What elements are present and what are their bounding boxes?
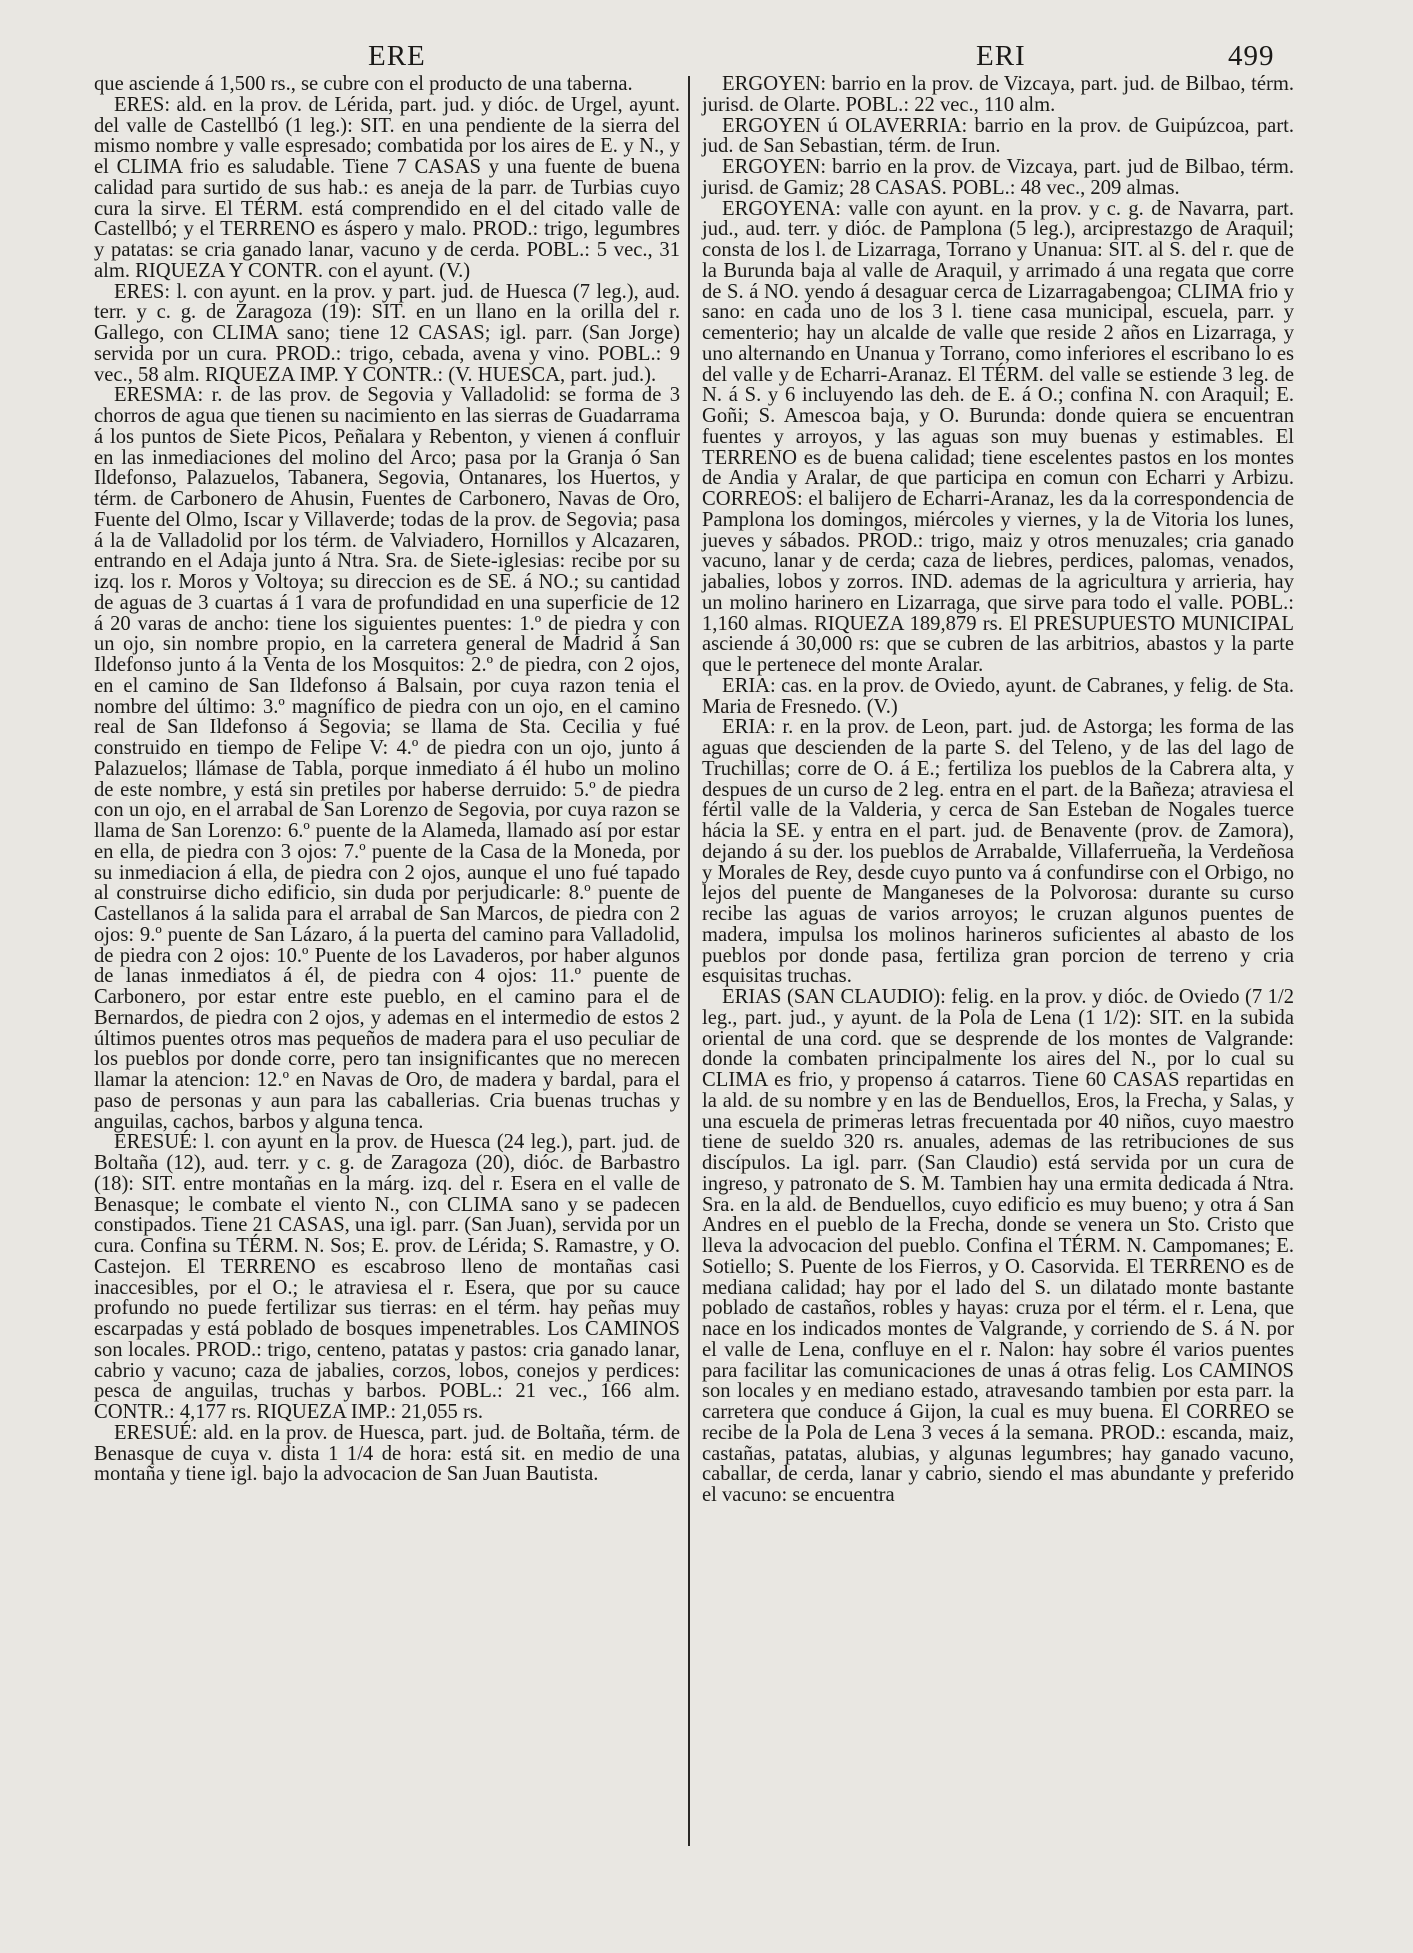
right-column [702, 74, 1294, 1506]
entry-eresue-lugar: ERESUÉ: l. con ayunt en la prov. de Huesca (24 leg.), part. jud. de Boltaña (12), aud. terr. y c. g. de Zaragoza (20), dióc. de Barbastro (18): SIT. entre montañas en la márg. izq. del r. Esera en el valle de Benasque; le combate el viento N., con CLIMA sano y se padecen constipados. Tiene 21 CASAS, una igl. parr. (San Juan), servida por un cura. Confina su TÉRM. N. Sos; E. prov. de Lérida; S. Ramastre, y O. Castejon. El TERRENO es escabroso lleno de montañas casi inaccesibles, por el O.; le atraviesa el r. Esera, que por su cauce profundo no puede fertilizar sus tierras: en el térm. hay peñas muy escarpadas y está poblado de bosques impenetrables. Los CAMINOS son locales. PROD.: trigo, centeno, patatas y pastos: cria ganado lanar, cabrio y vacuno; caza de jabalies, corzos, lobos, conejos y perdices: pesca de anguilas, truchas y barbos. POBL.: 21 vec., 166 alm. CONTR.: 4,177 rs. RIQUEZA IMP.: 21,055 rs. [94, 1131, 680, 1423]
entry-erias-san-claudio: ERIAS (SAN CLAUDIO): felig. en la prov. y dióc. de Oviedo (7 1/2 leg., part. jud., y ayunt. de la Pola de Lena (1 1/2): SIT. en la subida oriental de una cord. que se desprende de los montes de Valgrande: donde la combaten principalmente los aires del N., por lo cual su CLIMA es frio, y propenso á catarros. Tiene 60 CASAS repartidas en la ald. de su nombre y en las de Benduellos, Eros, la Frecha, y Salas, y una escuela de primeras letras frecuentada por 40 niños, cuyo maestro tiene de sueldo 320 rs. anuales, ademas de las retribuciones de sus discípulos. La igl. parr. (San Claudio) está servida por un cura de ingreso, y patronato de S. M. Tambien hay una ermita dedicada á Ntra. Sra. en la ald. de Benduellos, cuyo edificio es muy bueno; y otra á San Andres en el pueblo de la Frecha, donde se venera un Sto. Cristo que lleva la advocacion del pueblo. Confina el TÉRM. N. Campomanes; E. Sotiello; S. Puente de los Fierros, y O. Casorvida. El TERRENO es de mediana calidad; hay por el lado del S. un dilatado monte bastante poblado de castaños, robles y hayas: cruza por el térm. el r. Lena, que nace en los indicados montes de Valgrande, y corriendo de S. á N. por el valle de Lena, confluye en el r. Nalon: hay sobre él varios puentes para facilitar las comunicaciones de unas á otras felig. Los CAMINOS son locales y en mediano estado, atravesando tambien por esta parr. la carretera que conduce á Gijon, la cual es muy buena. El CORREO se recibe de la Pola de Lena 3 veces á la semana. PROD.: escanda, maiz, castañas, patatas, alubias, y algunas legumbres; hay ganado vacuno, caballar, de cerda, lanar y cabrio, siendo el mas abundante y preferido el vacuno: se encuentra [702, 986, 1294, 1506]
entry-ergoyena: ERGOYENA: valle con ayunt. en la prov. y c. g. de Navarra, part. jud., aud. terr. y dióc. de Pamplona (5 leg.), arciprestazgo de Araquil; consta de los l. de Lizarraga, Torrano y Unanua: SIT. al S. del r. que de la Burunda baja al valle de Araquil, y arrimado á una regata que corre de S. á NO. yendo á desaguar cerca de Lizarragabengoa; CLIMA frio y sano: en cada uno de los 3 l. tiene casa municipal, escuela, parr. y cementerio; hay un alcalde de valle que reside 2 años en Lizarraga, y uno alternando en Unanua y Torrano, como inferiores el escribano lo es del valle y de Echarri-Aranaz. El TÉRM. del valle se estiende 3 leg. de N. á S. y 6 incluyendo las deh. de E. á O.; confina N. con Araquil; E. Goñi; S. Amescoa baja, y O. Burunda: donde quiera se encuentran fuentes y arroyos, y las aguas son muy buenas y estimables. El TERRENO es de buena calidad; tiene escelentes pastos en los montes de Andia y Aralar, de que participa en comun con Echarri y Arbizu. CORREOS: el balijero de Echarri-Aranaz, les da la correspondencia de Pamplona los domingos, miércoles y viernes, y la de Vitoria los lunes, jueves y sábados. PROD.: trigo, maiz y otros menuzales; cria ganado vacuno, lanar y de cerda; caza de liebres, perdices, palomas, venados, jabalies, lobos y zorros. IND. ademas de la agricultura y arrieria, hay un molino harinero en Lizarraga, que sirve para todo el valle. POBL.: 1,160 almas. RIQUEZA 189,879 rs. El PRESUPUESTO MUNICIPAL asciende á 30,000 rs: que se cubren de las arbitrios, abastos y la parte que le pertenece del monte Aralar. [702, 197, 1294, 676]
entry-eres-lerida: ERES: ald. en la prov. de Lérida, part. jud. y dióc. de Urgel, ayunt. del valle de Castellbó (1 leg.): SIT. en una pendiente de la sierra del mismo nombre y valle espresado; combatida por los aires de E. y N., y el CLIMA frio es saludable. Tiene 7 CASAS y una fuente de buena calidad para surtido de sus hab.: es aneja de la parr. de Turbias cuyo cura la sirve. El TÉRM. está comprendido en el del citado valle de Castellbó; y el TERRENO es áspero y malo. PROD.: trigo, legumbres y patatas: se cria ganado lanar, vacuno y de cerda. POBL.: 5 vec., 31 alm. RIQUEZA Y CONTR. con el ayunt. (V.) [94, 93, 680, 282]
entry-eresue-aldea: ERESUÉ: ald. en la prov. de Huesca, part. jud. de Boltaña, térm. de Benasque de cuya v. dista 1 1/4 de hora: está sit. en medio de una montaña y tiene igl. bajo la advocacion de San Juan Bautista. [94, 1421, 680, 1486]
right-guide-word: ERI [976, 40, 1026, 72]
entry-ergoyen-gamiz: ERGOYEN: barrio en la prov. de Vizcaya, part. jud de Bilbao, térm. jurisd. de Gamiz; 28 CASAS. POBL.: 48 vec., 209 almas. [702, 156, 1294, 199]
page-number: 499 [1228, 40, 1275, 72]
entry-ergoyen-olaverria: ERGOYEN ú OLAVERRIA: barrio en la prov. de Guipúzcoa, part. jud. de San Sebastian, térm. de Irun. [702, 114, 1294, 158]
entry-eres-huesca: ERES: l. con ayunt. en la prov. y part. jud. de Huesca (7 leg.), aud. terr. y c. g. de Zaragoza (19): SIT. en un llano en la orilla del r. Gallego, con CLIMA sano; tiene 12 CASAS; igl. parr. (San Jorge) servida por un cura. PROD.: trigo, cebada, avena y vino. POBL.: 9 vec., 58 alm. RIQUEZA IMP. Y CONTR.: (V. HUESCA, part. jud.). [94, 280, 680, 386]
entry-ergoyen-bilbao-olarte: ERGOYEN: barrio en la prov. de Vizcaya, part. jud. de Bilbao, térm. jurisd. de Olarte. POBL.: 22 vec., 110 alm. [702, 73, 1294, 116]
column-divider [688, 76, 690, 1846]
entry-eresma: ERESMA: r. de las prov. de Segovia y Valladolid: se forma de 3 chorros de agua que tienen su nacimiento en las sierras de Guadarrama á los puntos de Siete Picos, Peñalara y Rebenton, y vienen á confluir en las inmediaciones del molino del Arco; pasa por la Granja ó San Ildefonso, Palazuelos, Tabanera, Segovia, Ontanares, los Huertos, y térm. de Carbonero de Ahusin, Fuentes de Carbonero, Navas de Oro, Fuente del Olmo, Iscar y Villaverde; todas de la prov. de Segovia; pasa á la de Valladolid por los térm. de Valviadero, Hornillos y Alcazaren, entrando en el Adaja junto á Ntra. Sra. de Siete-iglesias: recibe por su izq. los r. Moros y Voltoya; su direccion es de SE. á NO.; su cantidad de aguas de 3 cuartas á 1 vara de profundidad en una superficie de 12 á 20 varas de ancho: tiene los siguientes puentes: 1.º de piedra y con un ojo, sin nombre propio, en la carretera general de Madrid á San Ildefonso junto á la Venta de los Mosquitos: 2.º de piedra, con 2 ojos, en el camino de San Ildefonso á Balsain, por cuya razon tenia el nombre del último: 3.º magnífico de piedra con un ojo, en el camino real de San Ildefonso á Segovia; se llama de Sta. Cecilia y fué construido en tiempo de Felipe V: 4.º de piedra con un ojo, junto á Palazuelos; llámase de Tabla, porque inmediato á él hubo un molino de este nombre, y está sin pretiles por haberse derruido: 5.º de piedra con un ojo, en el arrabal de San Lorenzo de Segovia, por cuya razon se llama de San Lorenzo: 6.º puente de la Alameda, llamado así por estar en ella, de piedra con 3 ojos: 7.º puente de la Casa de la Moneda, por su inmediacion á ella, de piedra con 2 ojos, aunque el uno fué tapado al construirse dicho edificio, sin duda por perjudicarle: 8.º puente de Castellanos á la salida para el arrabal de San Marcos, de piedra con 2 ojos: 9.º puente de San Lázaro, á la puerta del camino para Valladolid, de piedra con 2 ojos: 10.º Puente de los Lavaderos, por haber algunos de lanas inmediatos á él, de piedra con 4 ojos: 11.º puente de Carbonero, por estar entre este pueblo, en el camino para el de Bernardos, de piedra con 2 ojos, y ademas en el intermedio de estos 2 últimos puentes otros mas pequeños de madera para el uso peculiar de los pueblos por donde corre, pero tan insignificantes que no merecen llamar la atencion: 12.º en Navas de Oro, de madera y bardal, para el paso de personas y aun para las caballerias. Cria buenas truchas y anguilas, cachos, barbos y alguna tenca. [94, 384, 680, 1133]
entry-continuation: que asciende á 1,500 rs., se cubre con el producto de una taberna. [94, 73, 633, 95]
entry-eria-oviedo: ERIA: cas. en la prov. de Oviedo, ayunt. de Cabranes, y felig. de Sta. Maria de Fresnedo. (V.) [702, 674, 1294, 718]
entry-eria-leon: ERIA: r. en la prov. de Leon, part. jud. de Astorga; les forma de las aguas que descienden de la parte S. del Teleno, y de las del lago de Truchillas; corre de O. á E.; fertiliza los pueblos de la Cabrera alta, y despues de un curso de 2 leg. entra en el part. de la Bañeza; atraviesa el fértil valle de la Valderia, y cerca de San Esteban de Nogales tuerce hácia la SE. y entra en el part. jud. de Benavente (prov. de Zamora), dejando á su der. los pueblos de Arrabalde, Villaferrueña, la Verdeñosa y Morales de Rey, desde cuyo punto va á confundirse con el Orbigo, no lejos del puente de Manganeses de la Polvorosa: durante su curso recibe las aguas de varios arroyos; le cruzan algunos puentes de madera, impulsa los molinos harineros suficientes al abasto de los pueblos por donde pasa, fertiliza gran porcion de terreno y cria esquisitas truchas. [702, 716, 1294, 988]
left-guide-word: ERE [368, 40, 426, 72]
left-column [94, 74, 680, 1485]
